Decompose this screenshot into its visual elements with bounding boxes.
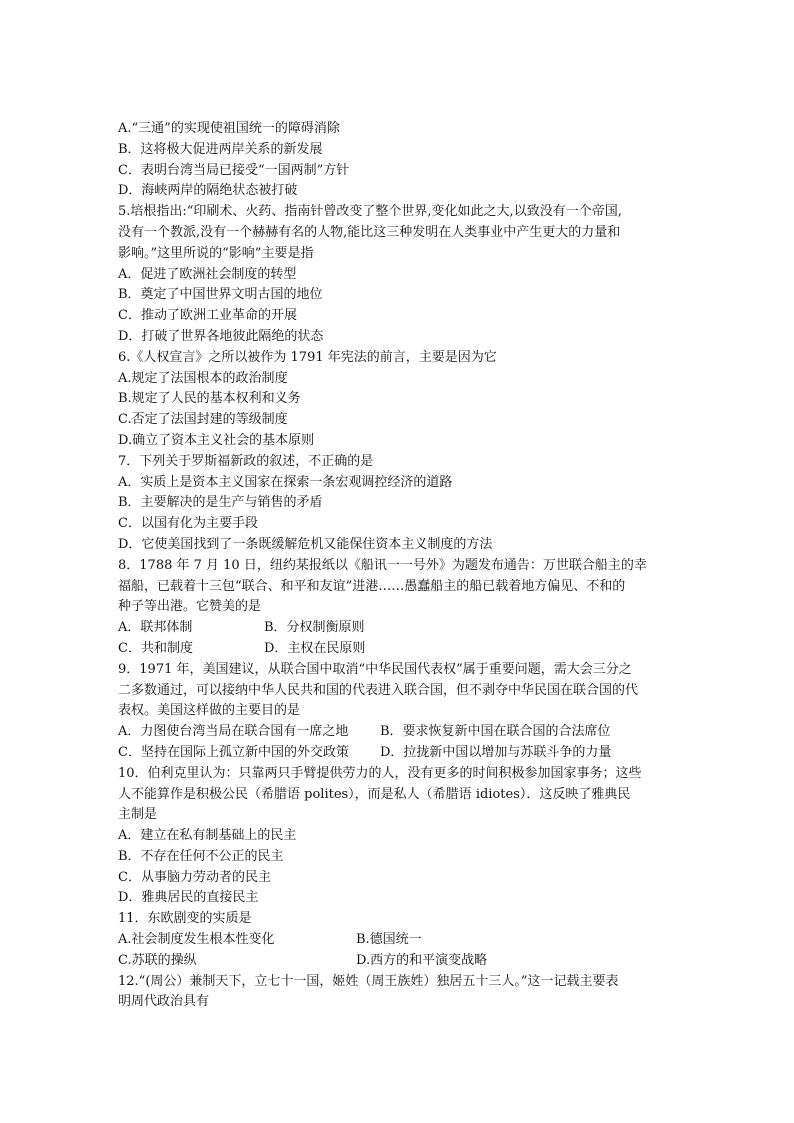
q10-option-a: A．建立在私有制基础上的民主 xyxy=(118,828,297,844)
q5-option-a: A．促进了欧洲社会制度的转型 xyxy=(118,266,297,282)
q10-option-b: B．不存在任何不公正的民主 xyxy=(118,848,284,864)
q9-stem-line-3: 表权。美国这样做的主要目的是 xyxy=(118,703,301,719)
q11-option-c: C.苏联的操纵 xyxy=(118,952,197,968)
q9-option-b: B．要求恢复新中国在联合国的合法席位 xyxy=(380,724,611,740)
q10-stem-line-2: 人不能算作是积极公民（希腊语 polites），而是私人（希腊语 idiotes）．这反映了雅典民 xyxy=(118,786,631,802)
q5-stem-line-2: 没有一个教派,没有一个赫赫有名的人物,能比这三种发明在人类事业中产生更大的力量和 xyxy=(118,224,621,240)
q9-stem-line-1: 9．1971 年，美国建议，从联合国中取消“中华民国代表权”属于重要问题，需大会三分之 xyxy=(118,661,632,677)
q12-stem-line-1: 12.“(周公）兼制天下，立七十一国，姬姓（周王族姓）独居五十三人。”这一记载主要表 xyxy=(118,973,619,989)
q5-option-c: C．推动了欧洲工业革命的开展 xyxy=(118,308,297,324)
q7-option-a: A．实质上是资本主义国家在探索一条宏观调控经济的道路 xyxy=(118,474,453,490)
q10-stem-line-3: 主制是 xyxy=(118,807,158,823)
q4-option-c: C．表明台湾当局已接受“一国两制”方针 xyxy=(118,162,350,178)
q5-option-d: D．打破了世界各地彼此隔绝的状态 xyxy=(118,328,324,344)
q8-option-d: D．主权在民原则 xyxy=(264,640,366,656)
q7-option-d: D．它使美国找到了一条既缓解危机又能保住资本主义制度的方法 xyxy=(118,536,493,552)
q7-option-c: C．以国有化为主要手段 xyxy=(118,516,258,532)
q8-stem-line-3: 种子等出港。它赞美的是 xyxy=(118,599,262,615)
q8-option-b: B．分权制衡原则 xyxy=(264,620,365,636)
q8-option-a: A．联邦体制 xyxy=(118,620,193,636)
q9-option-c: C．坚持在国际上孤立新中国的外交政策 xyxy=(118,744,349,760)
q5-option-b: B．奠定了中国世界文明古国的地位 xyxy=(118,287,323,303)
q7-stem: 7．下列关于罗斯福新政的叙述，不正确的是 xyxy=(118,453,374,469)
q6-option-d: D.确立了资本主义社会的基本原则 xyxy=(118,432,315,448)
q8-option-c: C．共和制度 xyxy=(118,640,193,656)
q6-option-b: B.规定了人民的基本权利和义务 xyxy=(118,391,301,407)
q11-options-row-1 xyxy=(118,930,678,951)
q9-option-d: D．拉拢新中国以增加与苏联斗争的力量 xyxy=(380,744,612,760)
q10-stem-line-1: 10．伯利克里认为：只靠两只手臂提供劳力的人，没有更多的时间积极参加国家事务；这些 xyxy=(118,765,642,781)
q6-stem: 6.《人权宣言》之所以被作为 1791 年宪法的前言，主要是因为它 xyxy=(118,349,497,365)
q11-option-d: D.西方的和平演变战略 xyxy=(356,952,488,968)
q8-stem-line-1: 8．1788 年 7 月 10 日，纽约某报纸以《船讯一一号外》为题发布通告：万世联合船主的幸 xyxy=(118,557,647,573)
q4-option-a: A.“三通”的实现使祖国统一的障碍消除 xyxy=(118,121,340,136)
q5-stem-line-1: 5.培根指出:“印刷术、火药、指南针曾改变了整个世界,变化如此之大,以致没有一个帝国, xyxy=(118,204,622,220)
q6-option-c: C.否定了法国封建的等级制度 xyxy=(118,412,288,428)
q6-option-a: A.规定了法国根本的政治制度 xyxy=(118,370,288,386)
q9-options-row-1 xyxy=(118,722,678,743)
q7-option-b: B．主要解决的是生产与销售的矛盾 xyxy=(118,495,323,511)
q9-stem-line-2: 二多数通过，可以接纳中华人民共和国的代表进入联合国，但不剥夺中华民国在联合国的代 xyxy=(118,682,639,698)
q11-options-row-2 xyxy=(118,951,678,972)
q4-option-d: D．海峡两岸的隔绝状态被打破 xyxy=(118,183,298,199)
q8-stem-line-2: 福船，已载着十三包“联合、和平和友谊”进港……愚蠢船主的船已载着地方偏见、不和的 xyxy=(118,578,626,594)
q12-stem-line-2: 明周代政治具有 xyxy=(118,994,210,1010)
q8-options-row-1 xyxy=(118,618,678,639)
q11-option-a: A.社会制度发生根本性变化 xyxy=(118,932,275,948)
q11-stem: 11．东欧剧变的实质是 xyxy=(118,911,252,927)
q9-options-row-2 xyxy=(118,743,678,764)
q11-option-b: B.德国统一 xyxy=(356,932,422,948)
q4-option-b: B．这将极大促进两岸关系的新发展 xyxy=(118,141,323,157)
q9-option-a: A．力图使台湾当局在联合国有一席之地 xyxy=(118,724,349,740)
q8-options-row-2 xyxy=(118,639,678,660)
q5-stem-line-3: 影响。”这里所说的“影响”主要是指 xyxy=(118,245,314,261)
question-text-block xyxy=(118,119,678,1013)
q10-option-d: D．雅典居民的直接民主 xyxy=(118,890,259,906)
q10-option-c: C．从事脑力劳动者的民主 xyxy=(118,869,271,885)
